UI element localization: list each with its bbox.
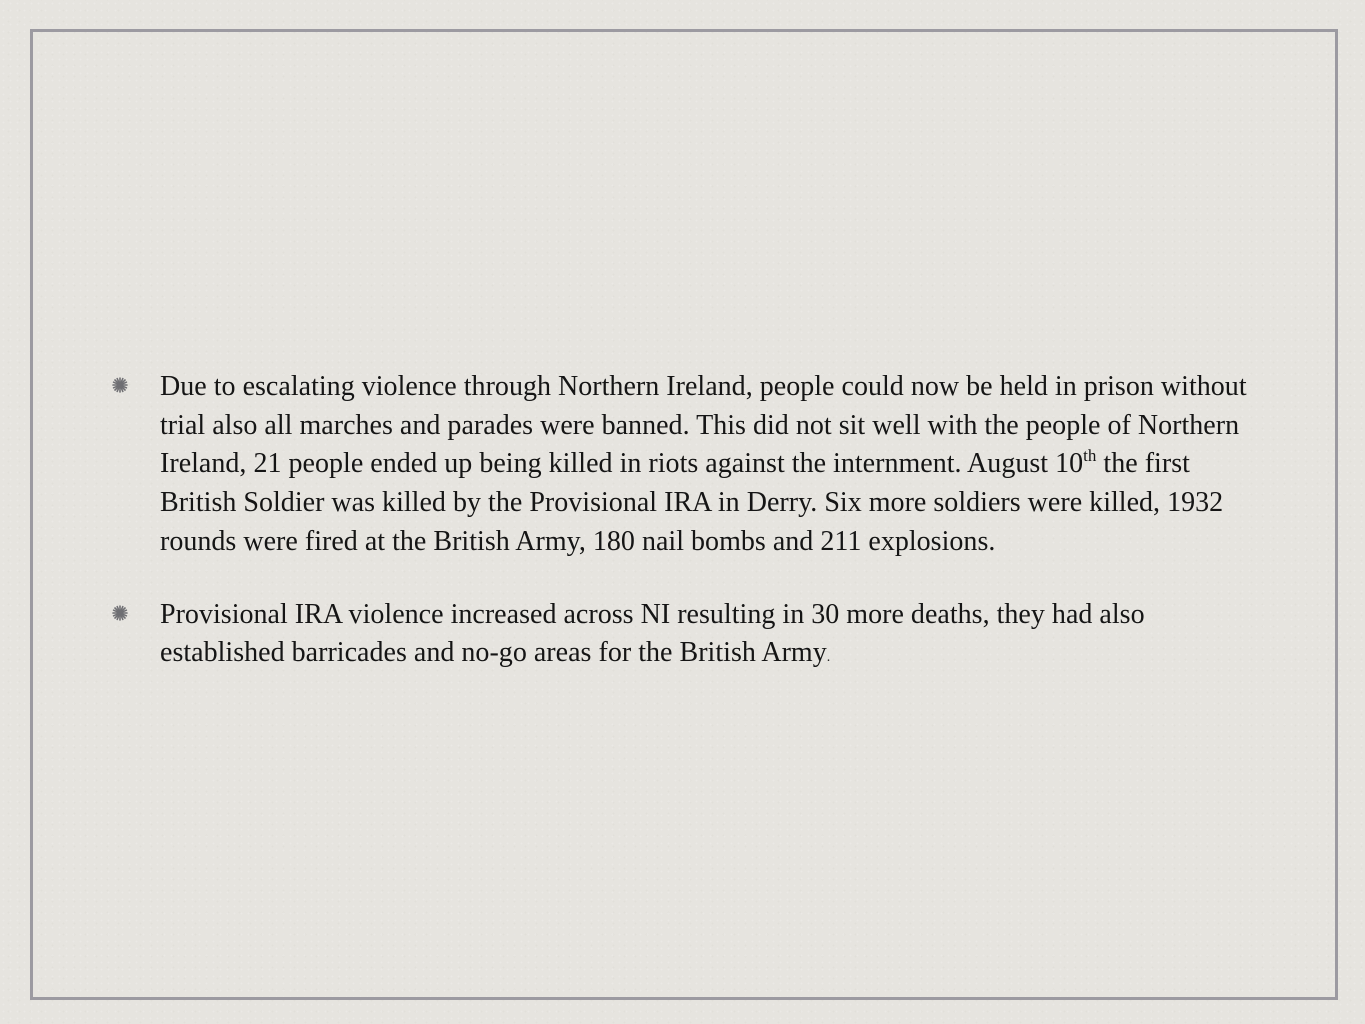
trailing-small-period: . — [826, 650, 831, 666]
asterisk-bullet-icon — [112, 605, 128, 621]
bullet-item-internment — [112, 368, 1252, 562]
bullet-item-provisional-ira — [112, 596, 1252, 678]
bullet-text: Provisional IRA violence increased across NI resulting in 30 more deaths, they had also established barricades and no-go areas for the British Army — [160, 598, 1145, 669]
bullet-text-after-superscript: the first British Soldier was killed by the Provisional IRA in Derry. Six more soldiers were killed, 1932 rounds were fired at the British Army, 180 nail bombs and 211 explosions. — [160, 448, 1224, 557]
bullet-text-before-superscript: Due to escalating violence through Northern Ireland, people could now be held in prison without trial also all marches and parades were banned. This did not sit well with the people of Northern Ireland, 21 people ended up being killed in riots against the internment. August 10 — [160, 371, 1247, 480]
bullet-list — [112, 368, 1252, 712]
ordinal-superscript: th — [1083, 446, 1097, 466]
asterisk-bullet-icon — [112, 377, 128, 393]
